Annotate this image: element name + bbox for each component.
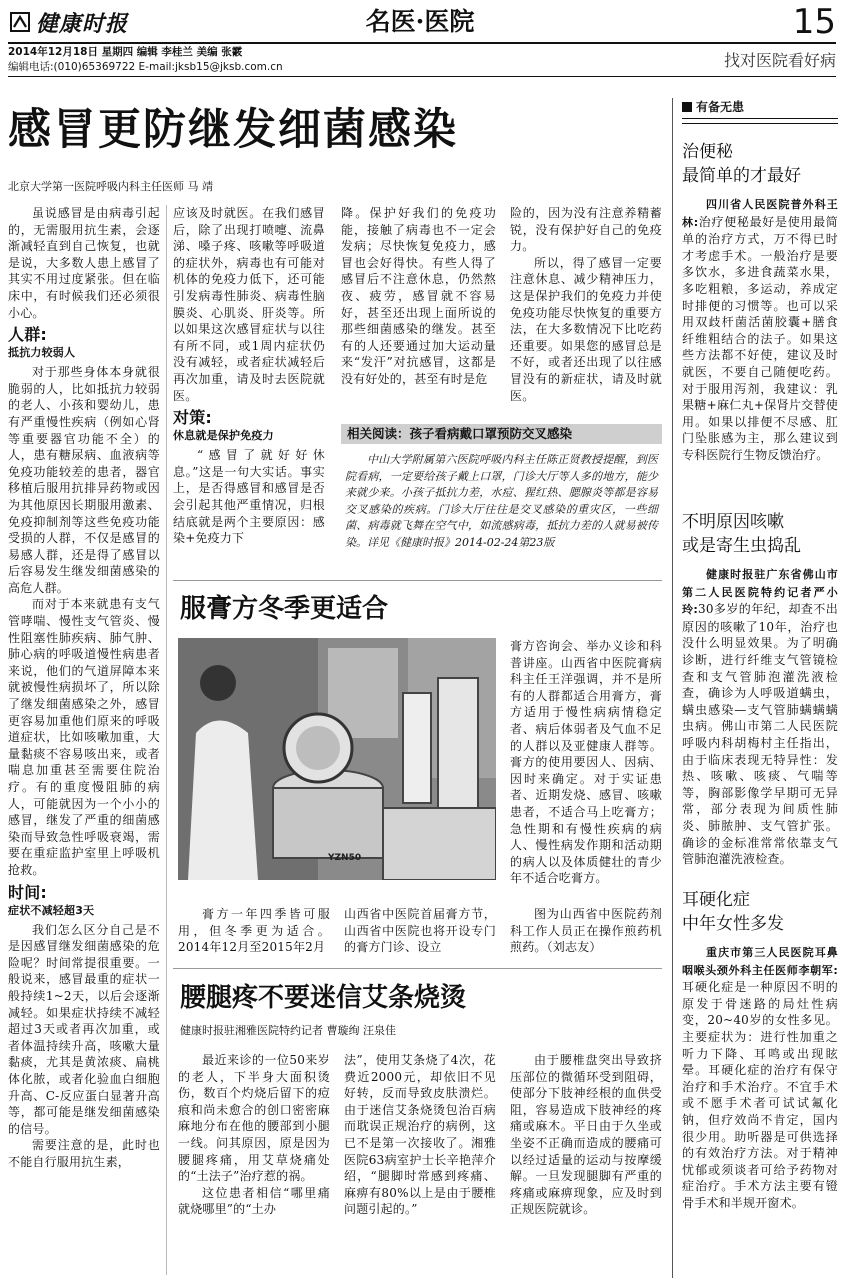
- paragraph: 虽说感冒是由病毒引起的，无需服用抗生素，会逐渐减轻直到自己恢复，也就是说，大多数人患上感冒了其实不用过度紧张。但在临床中，有时候我们还必须很小心。: [8, 206, 160, 320]
- subhead-strategy-2: 休息就是保护免疫力: [173, 429, 274, 443]
- paragraph: “感冒了就好好休息。”这是一句大实话。事实上，是否得感冒和感冒是否会引起其他严重情况，归根结底就是两个主要原因：感染+免疫力下: [173, 448, 325, 546]
- article2-caption-b: [344, 906, 496, 956]
- masthead: [0, 0, 844, 80]
- article2-rule: [173, 580, 662, 581]
- paragraph: 我们怎么区分自己是不是因感冒继发细菌感染的危险呢？时间常提很重要。一般说来，感冒最重的症状一般持续1~2天，以后会逐渐减轻。如果症状持续不减轻超过3天或者再次加重，或者体温持续升高，咳嗽大量黏痰，尤其是黄浓痰、扁桃体化脓，或者化验血白细胞升高、C-反应蛋白显著升高等，都可能是继发细菌感染的信号。: [8, 922, 160, 1136]
- main-col-3: [341, 205, 496, 420]
- sidebar-q3-title-2: 中年女性多发: [682, 914, 784, 934]
- sidebar-q2-title: 不明原因咳嗽: [682, 512, 784, 532]
- subhead-crowd: 人群:: [8, 325, 47, 345]
- sidebar-q1-title: 治便秘: [682, 142, 733, 162]
- main-col-4: [510, 205, 662, 420]
- paragraph: 应该及时就医。在我们感冒后，除了出现打喷嚏、流鼻涕、嗓子疼、咳嗽等呼吸道的症状外，病毒也有可能对机体的免疫力低下，还可能引发病毒性肺炎、病毒性脑膜炎、心肌炎、肝炎等。所以如果这次感冒症状与以往有所不同，或1周内症状仍没有减轻，或者症状减轻后再次加重，请及时去医院就医。: [173, 206, 325, 403]
- logo-text: 健康时报: [36, 10, 129, 37]
- sidebar-q2-text: 30多岁的年纪，却查不出原因的咳嗽了10年，治疗也没什么明显效果。为了明确诊断，进行纤维支气管镜检查和支气管肺泡灌洗液检查，确诊为人呼吸道螨虫，螨虫感染—支气管肺螨螨螨虫病。佛山市第二人民医院呼吸内科胡梅村主任指出，由于临床表现无特异性：发热、咳嗽、咳痰、气喘等等，胸部影像学早期可无异常，部分表现为间质性肺炎、肺脓肿、支气管扩张。确诊的金标准常常依靠支气管肺泡灌洗液检查。: [682, 602, 838, 867]
- article3-byline: 健康时报驻湘雅医院特约记者 曹璇绚 汪泉佳: [180, 1024, 396, 1037]
- sidebar-q1-expert: 四川省人民医院普外科王林:: [682, 198, 838, 229]
- section-title: 名医·医院: [365, 7, 475, 36]
- subhead-crowd-2: 抵抗力较弱人: [8, 346, 76, 360]
- sidebar-q2-body: [682, 566, 838, 876]
- date-line: 2014年12月18日 星期四 编辑 李桂兰 美编 张霰: [8, 46, 243, 58]
- article3-col-2: [344, 1052, 496, 1277]
- paragraph: 膏方咨询会、举办义诊和科普讲座。山西省中医院膏病科主任王洋强调，并不是所有的人群都适合用膏方，膏方适用于慢性病病情稳定者、病后体弱者及气血不足的人群以及亚健康人群等。膏方的使用要因人、因病、因时来确定。对于实证患者、近期发烧、感冒、咳嗽患者，不适合马上吃膏方；急性期和有慢性疾病的病人、慢性病发作期和活动期的病人以及体质健壮的青少年不适合吃膏方。: [510, 639, 662, 886]
- contact-line: 编辑电话:(010)65369722 E-mail:jksb15@jksb.com.cn: [8, 61, 283, 73]
- article3-col-3: [510, 1052, 662, 1277]
- tagline: 找对医院看好病: [723, 51, 836, 70]
- article3-title: 腰腿疼不要迷信艾条烧烫: [180, 983, 467, 1013]
- sidebar: [682, 98, 838, 1278]
- masthead-rule-bottom: [8, 76, 836, 77]
- paragraph: 法”，使用艾条烧了4次，花费近2000元，却依旧不见好转，反而导致皮肤溃烂。由于迷信艾条烧烫包治百病而耽误正规治疗的病例，这已不是第一次接收了。湘雅医院63病室护士长辛艳萍介绍，“腿脚时常感到疼痛、麻痹有80%以上是由于腰椎问题引起的。”: [344, 1053, 496, 1217]
- article2-caption-a: [178, 906, 330, 956]
- subhead-strategy: 对策:: [173, 408, 212, 428]
- related-reading-title: 相关阅读：孩子看病戴口罩预防交叉感染: [341, 424, 662, 444]
- paragraph: 图为山西省中医院药剂科工作人员正在操作煎药机煎药。（刘志友）: [510, 907, 662, 955]
- page-number: 15: [792, 2, 836, 42]
- sidebar-q3-title: 耳硬化症: [682, 890, 750, 910]
- sidebar-q3-text: 耳硬化症是一种原因不明的原发于骨迷路的局灶性病变，20~40岁的女性多见。主要症状为：进行性加重之听力下降、耳鸣或出现眩晕。耳硬化症的治疗有保守治疗和手术治疗。不宜手术或不愿手术者可试试氟化钠，但疗效尚不肯定，国内很少用。助听器是可供选择的有效治疗方法。对于精神忧郁或须谈者可给予药物对症治疗。手术方法主要有镫骨手术和半规开窗术。: [682, 980, 838, 1210]
- main-col-2: [173, 205, 325, 575]
- paragraph: 对于那些身体本身就很脆弱的人，比如抵抗力较弱的老人、小孩和婴幼儿，患有严重慢性疾病（例如心肾等重要器官功能不全）的人，患有糖尿病、血液病等免疫功能较差的患者，器官移植后服用抗排异药物或因为其他原因长期服用激素、免疫抑制剂等这些免疫功能受损的人群，不仅是感冒的易感人群，还是得了感冒以后容易发生继发细菌感染的高危人群。: [8, 365, 160, 595]
- sidebar-header-text: 有备无患: [696, 100, 745, 114]
- photo-pharmacist-icon: [178, 638, 496, 880]
- subhead-time: 时间:: [8, 882, 47, 902]
- photo-machine-label: YZN50: [328, 853, 362, 863]
- paragraph: 需要注意的是，此时也不能自行服用抗生素，: [8, 1138, 160, 1169]
- logo-mark-icon: [8, 10, 32, 34]
- article2-photo: [178, 638, 496, 880]
- column-divider: [166, 205, 167, 1275]
- sidebar-q2-title-2: 或是寄生虫捣乱: [682, 536, 801, 556]
- square-bullet-icon: [682, 102, 692, 112]
- related-reading-box: [341, 424, 662, 572]
- paragraph: 膏方一年四季皆可服用，但冬季更为适合。2014年12月至2015年2月: [178, 907, 330, 955]
- main-article-title: 感冒更防继发细菌感染: [8, 105, 458, 155]
- related-reading-body: 中山大学附属第六医院呼吸内科主任陈正贤教授提醒，到医院看病，一定要给孩子戴上口罩，门诊大厅等人多的地方，能少来就少来。小孩子抵抗力差，水痘、猩红热、腮腺炎等都是容易交叉感染的疾病。门诊大厅往往是交叉感染的重灾区，一些细菌、病毒就飞舞在空气中，如流感病毒，抵抗力差的人就易被传染。详见《健康时报》2014-02-24第23版: [345, 453, 658, 549]
- sidebar-q1-title-2: 最简单的才最好: [682, 166, 801, 186]
- paragraph: 由于腰椎盘突出导致挤压部位的微循环受到阻碍，使部分下肢神经根的血供受阻，容易造成下肢神经的疼痛或麻木。平日由于久坐或坐姿不正确而造成的腰痛可以经过适量的运动与按摩缓解。一旦发现腿脚有严重的疼痛或麻痹现象，应及时到正规医院就诊。: [510, 1053, 662, 1217]
- article2-right-column: [510, 638, 662, 900]
- sidebar-divider: [672, 98, 673, 1278]
- sidebar-header: [682, 98, 838, 119]
- paragraph: 降。保护好我们的免疫功能，接触了病毒也不一定会发病；尽快恢复免疫力，感冒也会好得快。有些人得了感冒后不注意休息，仍然熬夜、疲劳，感冒就不容易好，甚至还出现上面所说的那些细菌感染的继发。甚至有的人还要通过加大运动量来“发汗”对抗感冒，这都是没有好处的，甚至有时是危: [341, 206, 496, 386]
- paragraph: 山西省中医院首届膏方节，山西省中医院也将开设专门的膏方门诊、设立: [344, 907, 496, 955]
- subhead-time-2: 症状不减轻超3天: [8, 903, 95, 917]
- paragraph: 这位患者相信“哪里痛就烧哪里”的“土办: [178, 1185, 330, 1217]
- main-col-1: [8, 205, 160, 1275]
- paragraph: 险的，因为没有注意养精蓄锐，没有保护好自己的免疫力。: [510, 206, 662, 254]
- article2-title: 服膏方冬季更适合: [180, 594, 389, 624]
- sidebar-q2-expert: 健康时报驻广东省佛山市第二人民医院特约记者严小玲:: [682, 568, 838, 617]
- main-article-byline: 北京大学第一医院呼吸内科主任医师 马 靖: [8, 180, 213, 193]
- article3-rule: [173, 968, 662, 969]
- sidebar-q1-text: 治疗便秘最好是使用最简单的治疗方式，万不得已时才考虑手术。一般治疗是要多饮水，多进食蔬菜水果，多吃粗粮，多运动，养成定时排便的习惯等。也可以采用双歧杆菌活菌胶囊+膳食纤维粗结合的法子。如果这些方法都不好使，建议及时就医，不要自己随便吃药。对于服用泻剂，我建议：乳果糖+麻仁丸+保肾片交替使用。如果以排便不尽感、肛门坠胀感为主，那么建议到专科医院行生物反馈治疗。: [682, 214, 838, 462]
- sidebar-q3-expert: 重庆市第三人民医院耳鼻咽喉头颈外科主任医师李朝军:: [682, 946, 838, 977]
- article3-col-1: [178, 1052, 330, 1277]
- paragraph: 而对于本来就患有支气管哮喘、慢性支气管炎、慢性阻塞性肺疾病、肺气肿、肺心病的呼吸道慢性病患者来说，他们的气道屏障本来就被慢性病损坏了，所以除了继发细菌感染之外，感冒更容易加重他们原来的呼吸道症状，比如咳嗽加重，大量黏痰不容易咳出来，或者喘息加重甚至需要住院治疗。有的重度慢阻肺的病人，可能就因为一个小小的感冒，继发了严重的细菌感染而导致急性呼吸衰竭，需要在重症监护室里上呼吸机抢救。: [8, 597, 160, 877]
- paragraph: 最近来诊的一位50来岁的老人，下半身大面积烫伤，数百个灼烧后留下的痘痕和尚未愈合的创口密密麻麻地分布在他的腰部到小腿一线。问其原因，原是因为腰腿疼痛，用艾草烧痛处的“土法子”治疗惹的祸。: [178, 1053, 330, 1184]
- sidebar-q1-body: [682, 196, 838, 498]
- sidebar-q3-body: [682, 944, 838, 1234]
- logo: [8, 8, 138, 36]
- paragraph: 所以，得了感冒一定要注意休息、减少精神压力，这是保护我们的免疫力并使免疫功能尽快恢复的重要方法，在大多数情况下比吃药还重要。如果您的感冒总是不好，或者还出现了以往感冒没有的新症状，请及时就医。: [510, 255, 662, 403]
- masthead-rule-top: [8, 42, 836, 44]
- article2-caption-c: [510, 906, 662, 956]
